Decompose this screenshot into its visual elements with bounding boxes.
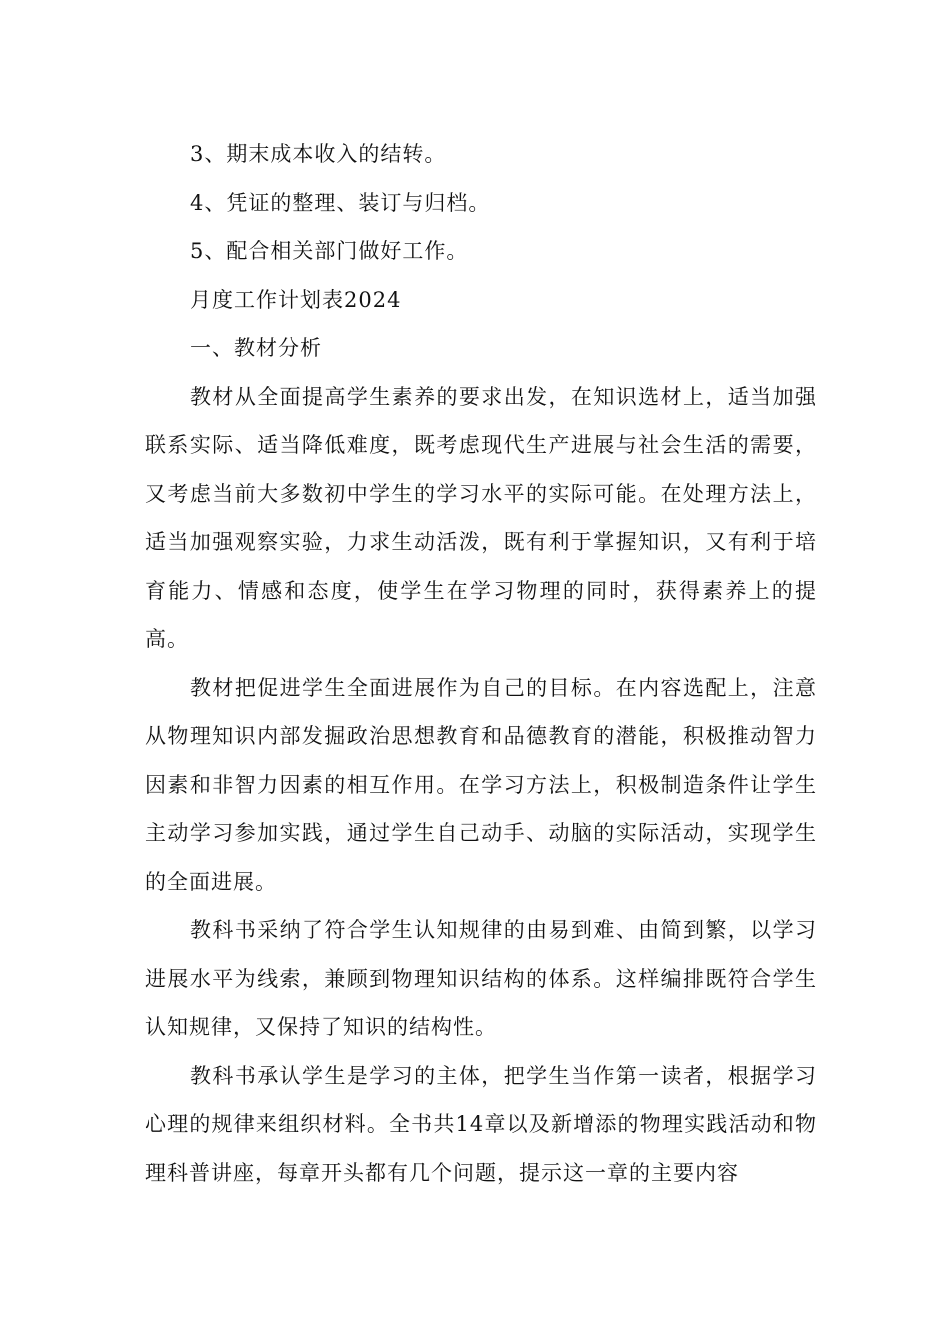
section-heading: 一、教材分析 — [190, 336, 322, 360]
body-paragraph: 教科书采纳了符合学生认知规律的由易到难、由简到繁，以学习进展水平为线索，兼顾到物理知识结构的体系。这样编排既符合学生认知规律，又保持了知识的结构性。 — [145, 918, 817, 1039]
list-item-4: 4、凭证的整理、装订与归档。 — [190, 190, 491, 215]
body-paragraph: 教材把促进学生全面进展作为自己的目标。在内容选配上，注意从物理知识内部发掘政治思想教育和品德教育的潜能，积极推动智力因素和非智力因素的相互作用。在学习方法上，积极制造条件让学生主动学习参加实践，通过学生自己动手、动脑的实际活动，实现学生的全面进展。 — [145, 675, 817, 894]
body-paragraph: 教材从全面提高学生素养的要求出发，在知识选材上，适当加强联系实际、适当降低难度，既考虑现代生产进展与社会生活的需要，又考虑当前大多数初中学生的学习水平的实际可能。在处理方法上，适当加强观察实验，力求生动活泼，既有利于掌握知识，又有利于培育能力、情感和态度，使学生在学习物理的同时，获得素养上的提高。 — [145, 384, 817, 651]
document-body — [145, 130, 817, 1197]
list-item-5: 5、配合相关部门做好工作。 — [190, 239, 469, 263]
body-paragraph: 教科书承认学生是学习的主体，把学生当作第一读者，根据学习心理的规律来组织材料。全书共14章以及新增添的物理实践活动和物理科普讲座，每章开头都有几个问题，提示这一章的主要内容 — [145, 1063, 817, 1185]
list-item-3: 3、期末成本收入的结转。 — [190, 142, 447, 166]
section-title: 月度工作计划表2024 — [190, 287, 402, 312]
